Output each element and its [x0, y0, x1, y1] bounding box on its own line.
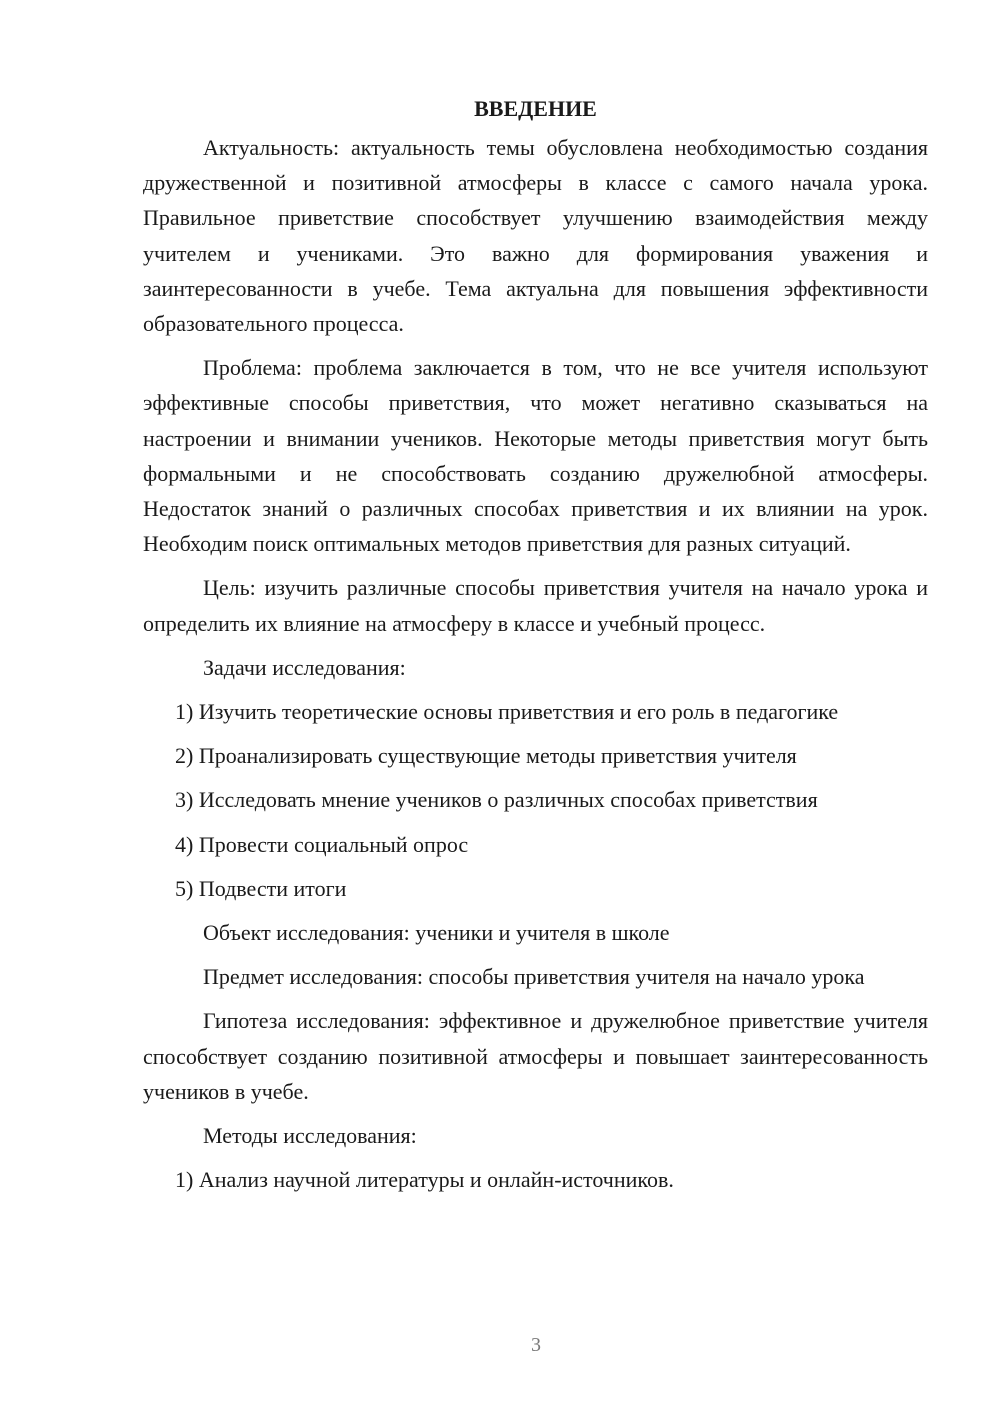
list-item: 1) Изучить теоретические основы приветствия и его роль в педагогике	[175, 699, 839, 725]
list-item: 5) Подвести итоги	[175, 875, 347, 901]
page-title: ВВЕДЕНИЕ	[474, 96, 597, 121]
problem-paragraph: Проблема: проблема заключается в том, что не все учителя используют эффективные способы приветствия, что может негативно сказываться на настроении и внимании учеников. Некоторые методы приветствия могут быть формальными и не способствовать созданию дружелюбной атмосферы. Недостаток знаний о различных способах приветствия и их влиянии на урок. Необходим поиск оптимальных методов приветствия для разных ситуаций.	[143, 355, 928, 557]
hypothesis-paragraph: Гипотеза исследования: эффективное и дружелюбное приветствие учителя способствует созданию позитивной атмосферы и повышает заинтересованность учеников в учебе.	[143, 1008, 928, 1104]
list-item: 2) Проанализировать существующие методы приветствия учителя	[175, 743, 797, 769]
document-page	[143, 94, 928, 1206]
methods-heading: Методы исследования:	[203, 1123, 417, 1149]
tasks-heading: Задачи исследования:	[203, 654, 406, 680]
list-item: 1) Анализ научной литературы и онлайн-источников.	[175, 1167, 674, 1193]
goal-paragraph: Цель: изучить различные способы приветствия учителя на начало урока и определить их влияние на атмосферу в классе и учебный процесс.	[143, 575, 928, 636]
object-paragraph: Объект исследования: ученики и учителя в школе	[203, 920, 670, 946]
page-number: 3	[531, 1334, 541, 1356]
list-item: 4) Провести социальный опрос	[175, 831, 469, 857]
relevance-paragraph: Актуальность: актуальность темы обусловлена необходимостью создания дружественной и позитивной атмосферы в классе с самого начала урока. Правильное приветствие способствует улучшению взаимодействия между учителем и учениками. Это важно для формирования уважения и заинтересованности в учебе. Тема актуальна для повышения эффективности образовательного процесса.	[143, 135, 928, 337]
subject-paragraph: Предмет исследования: способы приветствия учителя на начало урока	[203, 964, 865, 990]
list-item: 3) Исследовать мнение учеников о различных способах приветствия	[175, 787, 818, 813]
